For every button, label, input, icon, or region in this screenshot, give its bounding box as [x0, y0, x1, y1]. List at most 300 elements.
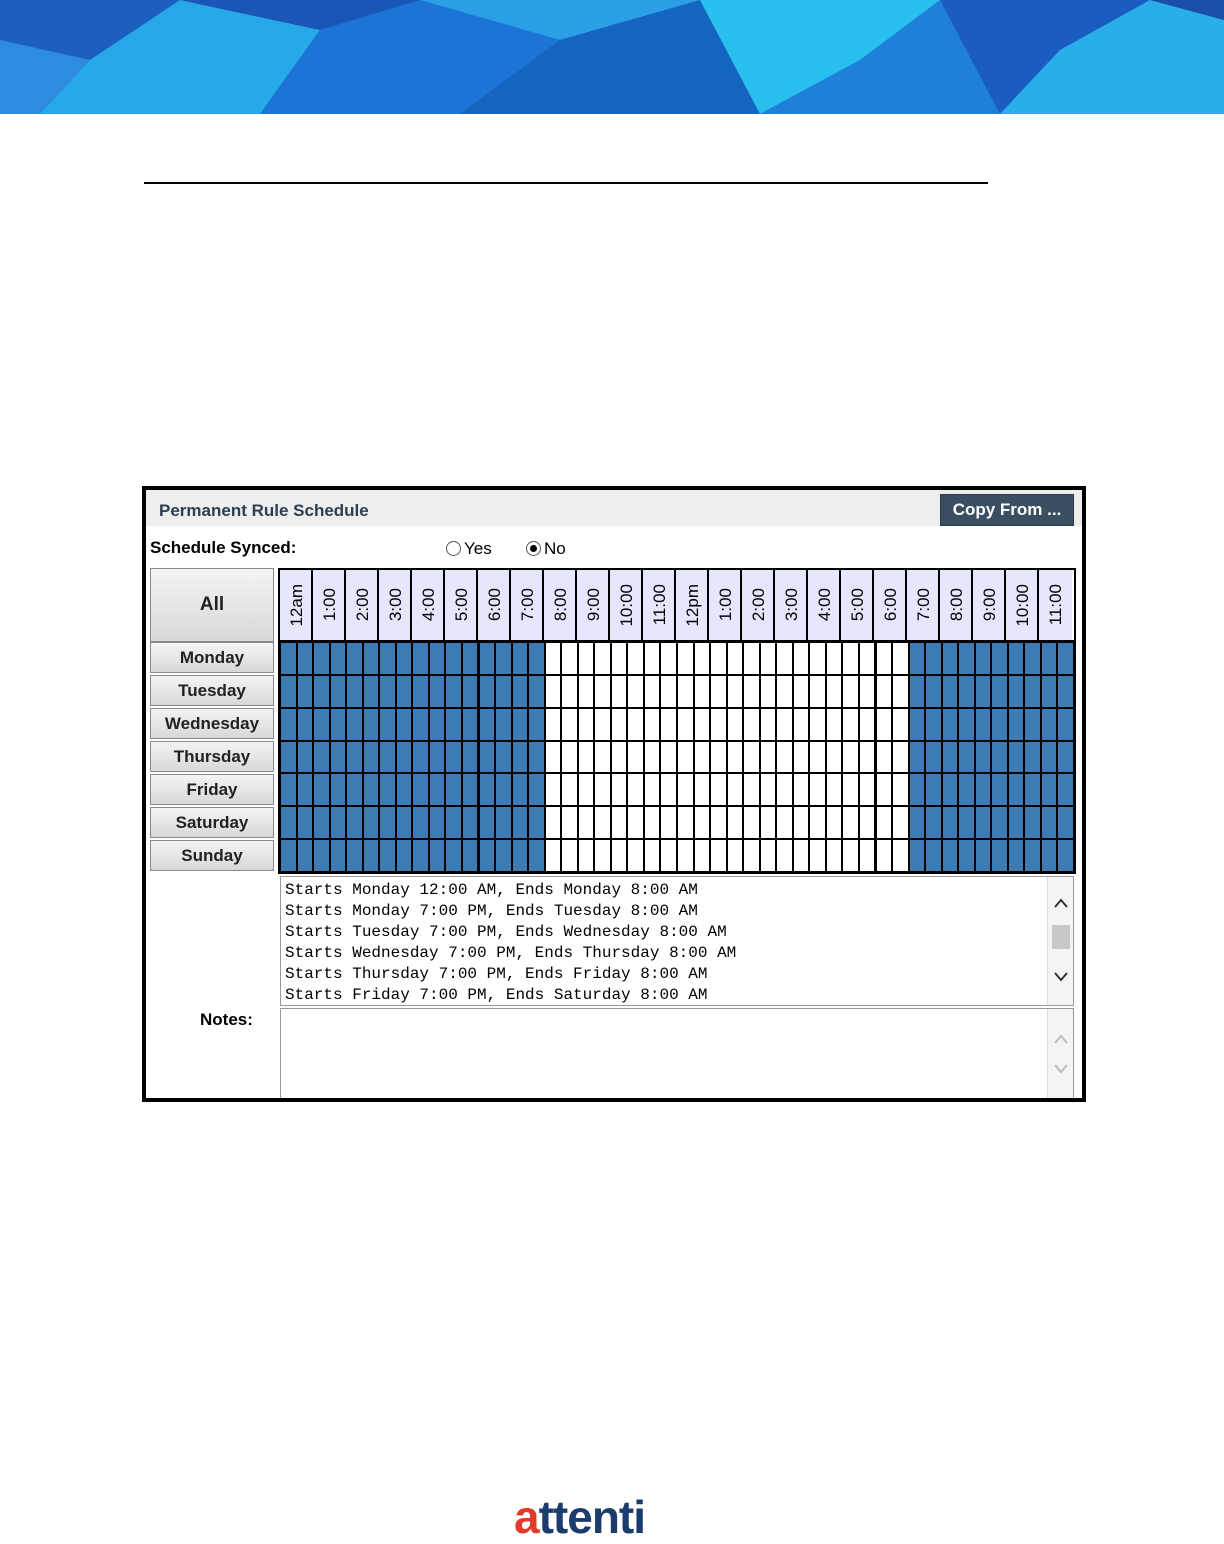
- schedule-slot[interactable]: [910, 742, 925, 773]
- schedule-slot[interactable]: [480, 807, 495, 838]
- select-all-button[interactable]: All: [150, 568, 274, 642]
- schedule-slot[interactable]: [446, 840, 461, 871]
- schedule-slot[interactable]: [430, 742, 445, 773]
- schedule-slot[interactable]: [827, 709, 842, 740]
- schedule-slot[interactable]: [645, 643, 660, 674]
- schedule-slot[interactable]: [579, 807, 594, 838]
- hour-header-cell[interactable]: [445, 570, 478, 640]
- schedule-slot[interactable]: [347, 643, 362, 674]
- schedule-slot[interactable]: [496, 643, 511, 674]
- schedule-slot[interactable]: [314, 774, 329, 805]
- schedule-slot[interactable]: [728, 643, 743, 674]
- schedule-slot[interactable]: [777, 807, 792, 838]
- schedule-slot[interactable]: [777, 676, 792, 707]
- schedule-slot[interactable]: [612, 840, 627, 871]
- synced-no-radio[interactable]: [526, 539, 566, 559]
- schedule-slot[interactable]: [843, 709, 858, 740]
- hour-header-cell[interactable]: [544, 570, 577, 640]
- schedule-slot[interactable]: [397, 643, 412, 674]
- scroll-down-icon[interactable]: [1052, 1061, 1070, 1077]
- schedule-slot[interactable]: [380, 676, 395, 707]
- schedule-slot[interactable]: [281, 643, 296, 674]
- schedule-slot[interactable]: [678, 676, 693, 707]
- schedule-slot[interactable]: [893, 676, 908, 707]
- schedule-slot[interactable]: [463, 709, 478, 740]
- schedule-slot[interactable]: [397, 774, 412, 805]
- schedule-slot[interactable]: [794, 742, 809, 773]
- copy-from-button[interactable]: Copy From ...: [940, 494, 1074, 526]
- schedule-slot[interactable]: [1009, 709, 1024, 740]
- schedule-slot[interactable]: [678, 774, 693, 805]
- schedule-slot[interactable]: [298, 709, 313, 740]
- schedule-slot[interactable]: [347, 676, 362, 707]
- schedule-slot[interactable]: [562, 643, 577, 674]
- schedule-slot[interactable]: [595, 709, 610, 740]
- synced-yes-radio[interactable]: [446, 539, 492, 559]
- schedule-slot[interactable]: [380, 742, 395, 773]
- schedule-slot[interactable]: [380, 643, 395, 674]
- schedule-slot[interactable]: [413, 676, 428, 707]
- schedule-slot[interactable]: [529, 807, 544, 838]
- schedule-slot[interactable]: [595, 840, 610, 871]
- schedule-slot[interactable]: [1025, 643, 1040, 674]
- schedule-slot[interactable]: [827, 742, 842, 773]
- schedule-slot[interactable]: [496, 840, 511, 871]
- schedule-slot[interactable]: [430, 840, 445, 871]
- schedule-slot[interactable]: [579, 742, 594, 773]
- schedule-slot[interactable]: [347, 807, 362, 838]
- schedule-slot[interactable]: [562, 840, 577, 871]
- schedule-slot[interactable]: [843, 774, 858, 805]
- schedule-slot[interactable]: [943, 709, 958, 740]
- schedule-slot[interactable]: [628, 774, 643, 805]
- schedule-slot[interactable]: [877, 840, 892, 871]
- schedule-slot[interactable]: [794, 840, 809, 871]
- schedule-slot[interactable]: [628, 709, 643, 740]
- schedule-slot[interactable]: [926, 807, 941, 838]
- schedule-slot[interactable]: [1025, 709, 1040, 740]
- schedule-slot[interactable]: [843, 676, 858, 707]
- schedule-slot[interactable]: [513, 709, 528, 740]
- schedule-slot[interactable]: [546, 742, 561, 773]
- schedule-slot[interactable]: [314, 709, 329, 740]
- schedule-slot[interactable]: [877, 643, 892, 674]
- schedule-slot[interactable]: [380, 840, 395, 871]
- schedule-slot[interactable]: [645, 774, 660, 805]
- schedule-slot[interactable]: [364, 807, 379, 838]
- schedule-slot[interactable]: [612, 676, 627, 707]
- schedule-slot[interactable]: [1025, 676, 1040, 707]
- schedule-slot[interactable]: [661, 774, 676, 805]
- schedule-slot[interactable]: [281, 807, 296, 838]
- schedule-slot[interactable]: [728, 676, 743, 707]
- hour-header-cell[interactable]: [742, 570, 775, 640]
- day-button-sunday[interactable]: Sunday: [150, 840, 274, 871]
- schedule-slot[interactable]: [843, 742, 858, 773]
- schedule-slot[interactable]: [794, 709, 809, 740]
- schedule-slot[interactable]: [943, 840, 958, 871]
- schedule-slot[interactable]: [959, 643, 974, 674]
- schedule-slot[interactable]: [711, 709, 726, 740]
- schedule-slot[interactable]: [728, 807, 743, 838]
- schedule-slot[interactable]: [728, 709, 743, 740]
- day-button-friday[interactable]: Friday: [150, 774, 274, 805]
- schedule-slot[interactable]: [943, 643, 958, 674]
- schedule-slot[interactable]: [695, 742, 710, 773]
- schedule-slot[interactable]: [1058, 774, 1073, 805]
- schedule-slot[interactable]: [645, 676, 660, 707]
- schedule-slot[interactable]: [496, 774, 511, 805]
- schedule-slot[interactable]: [711, 807, 726, 838]
- schedule-slot[interactable]: [661, 807, 676, 838]
- schedule-slot[interactable]: [595, 643, 610, 674]
- schedule-slot[interactable]: [992, 774, 1007, 805]
- schedule-slot[interactable]: [1058, 807, 1073, 838]
- schedule-slot[interactable]: [612, 742, 627, 773]
- schedule-slot[interactable]: [661, 709, 676, 740]
- schedule-slot[interactable]: [430, 643, 445, 674]
- schedule-slot[interactable]: [794, 807, 809, 838]
- schedule-slot[interactable]: [347, 774, 362, 805]
- schedule-slot[interactable]: [397, 676, 412, 707]
- schedule-slot[interactable]: [298, 807, 313, 838]
- hour-header-cell[interactable]: [676, 570, 709, 640]
- schedule-slot[interactable]: [711, 676, 726, 707]
- schedule-slot[interactable]: [595, 807, 610, 838]
- schedule-slot[interactable]: [976, 709, 991, 740]
- schedule-slot[interactable]: [314, 676, 329, 707]
- schedule-slot[interactable]: [761, 807, 776, 838]
- notes-scrollbar[interactable]: [1047, 1009, 1073, 1101]
- schedule-slot[interactable]: [678, 643, 693, 674]
- schedule-slot[interactable]: [695, 676, 710, 707]
- hour-header-cell[interactable]: [280, 570, 313, 640]
- hour-header-cell[interactable]: [1039, 570, 1072, 640]
- schedule-slot[interactable]: [430, 676, 445, 707]
- schedule-slot[interactable]: [777, 643, 792, 674]
- schedule-slot[interactable]: [562, 774, 577, 805]
- schedule-slot[interactable]: [1009, 742, 1024, 773]
- schedule-slot[interactable]: [959, 709, 974, 740]
- schedule-slot[interactable]: [413, 643, 428, 674]
- schedule-slot[interactable]: [364, 643, 379, 674]
- schedule-slot[interactable]: [761, 742, 776, 773]
- schedule-slot[interactable]: [661, 676, 676, 707]
- schedule-slot[interactable]: [810, 676, 825, 707]
- schedule-slot[interactable]: [546, 676, 561, 707]
- schedule-slot[interactable]: [777, 709, 792, 740]
- schedule-slot[interactable]: [744, 742, 759, 773]
- schedule-slot[interactable]: [380, 807, 395, 838]
- schedule-slot[interactable]: [943, 742, 958, 773]
- schedule-slot[interactable]: [711, 643, 726, 674]
- schedule-slot[interactable]: [546, 774, 561, 805]
- hour-header-cell[interactable]: [643, 570, 676, 640]
- schedule-slot[interactable]: [877, 807, 892, 838]
- schedule-slot[interactable]: [827, 774, 842, 805]
- hour-header-cell[interactable]: [775, 570, 808, 640]
- schedule-slot[interactable]: [380, 774, 395, 805]
- scrollbar-thumb[interactable]: [1052, 925, 1070, 949]
- schedule-slot[interactable]: [926, 840, 941, 871]
- schedule-slot[interactable]: [480, 643, 495, 674]
- schedule-slot[interactable]: [976, 774, 991, 805]
- schedule-slot[interactable]: [711, 840, 726, 871]
- schedule-slot[interactable]: [645, 709, 660, 740]
- schedule-slot[interactable]: [744, 676, 759, 707]
- schedule-slot[interactable]: [347, 709, 362, 740]
- schedule-slot[interactable]: [347, 840, 362, 871]
- hour-header-cell[interactable]: [577, 570, 610, 640]
- schedule-slot[interactable]: [678, 840, 693, 871]
- scroll-up-icon[interactable]: [1052, 895, 1070, 911]
- schedule-slot[interactable]: [496, 709, 511, 740]
- schedule-slot[interactable]: [827, 643, 842, 674]
- schedule-slot[interactable]: [893, 807, 908, 838]
- schedule-slot[interactable]: [562, 709, 577, 740]
- schedule-slot[interactable]: [1058, 840, 1073, 871]
- schedule-slot[interactable]: [744, 807, 759, 838]
- schedule-slot[interactable]: [761, 709, 776, 740]
- schedule-slot[interactable]: [744, 709, 759, 740]
- schedule-slot[interactable]: [777, 742, 792, 773]
- schedule-slot[interactable]: [314, 742, 329, 773]
- schedule-slot[interactable]: [1058, 709, 1073, 740]
- schedule-slot[interactable]: [579, 774, 594, 805]
- schedule-slot[interactable]: [926, 709, 941, 740]
- schedule-slot[interactable]: [446, 807, 461, 838]
- hour-header-cell[interactable]: [907, 570, 940, 640]
- schedule-slot[interactable]: [860, 807, 875, 838]
- hour-header-cell[interactable]: [478, 570, 511, 640]
- schedule-slot[interactable]: [331, 742, 346, 773]
- schedule-slot[interactable]: [976, 742, 991, 773]
- schedule-slot[interactable]: [1009, 774, 1024, 805]
- schedule-slot[interactable]: [331, 807, 346, 838]
- schedule-slot[interactable]: [513, 676, 528, 707]
- schedule-slot[interactable]: [810, 774, 825, 805]
- summary-scrollbar[interactable]: [1047, 877, 1073, 1005]
- schedule-slot[interactable]: [331, 676, 346, 707]
- schedule-slot[interactable]: [1025, 807, 1040, 838]
- schedule-slot[interactable]: [695, 807, 710, 838]
- schedule-slot[interactable]: [661, 742, 676, 773]
- schedule-slot[interactable]: [413, 840, 428, 871]
- schedule-slot[interactable]: [860, 709, 875, 740]
- schedule-slot[interactable]: [678, 742, 693, 773]
- schedule-slot[interactable]: [910, 840, 925, 871]
- schedule-slot[interactable]: [761, 774, 776, 805]
- schedule-slot[interactable]: [413, 774, 428, 805]
- schedule-slot[interactable]: [1009, 840, 1024, 871]
- schedule-slot[interactable]: [298, 676, 313, 707]
- schedule-slot[interactable]: [579, 709, 594, 740]
- schedule-slot[interactable]: [926, 742, 941, 773]
- schedule-slot[interactable]: [1042, 742, 1057, 773]
- schedule-slot[interactable]: [546, 840, 561, 871]
- schedule-slot[interactable]: [827, 807, 842, 838]
- hour-header-cell[interactable]: [511, 570, 544, 640]
- schedule-slot[interactable]: [579, 840, 594, 871]
- schedule-slot[interactable]: [281, 676, 296, 707]
- schedule-slot[interactable]: [463, 676, 478, 707]
- schedule-slot[interactable]: [579, 676, 594, 707]
- schedule-slot[interactable]: [298, 742, 313, 773]
- schedule-slot[interactable]: [1009, 676, 1024, 707]
- schedule-slot[interactable]: [380, 709, 395, 740]
- hour-header-cell[interactable]: [808, 570, 841, 640]
- schedule-slot[interactable]: [943, 807, 958, 838]
- schedule-slot[interactable]: [430, 807, 445, 838]
- schedule-slot[interactable]: [413, 742, 428, 773]
- schedule-slot[interactable]: [397, 709, 412, 740]
- schedule-slot[interactable]: [843, 807, 858, 838]
- schedule-slot[interactable]: [513, 643, 528, 674]
- schedule-slot[interactable]: [893, 774, 908, 805]
- schedule-slot[interactable]: [281, 774, 296, 805]
- schedule-slot[interactable]: [496, 742, 511, 773]
- schedule-slot[interactable]: [959, 840, 974, 871]
- schedule-slot[interactable]: [463, 807, 478, 838]
- schedule-slot[interactable]: [446, 742, 461, 773]
- schedule-slot[interactable]: [645, 807, 660, 838]
- schedule-slot[interactable]: [976, 807, 991, 838]
- schedule-slot[interactable]: [744, 643, 759, 674]
- schedule-slot[interactable]: [496, 676, 511, 707]
- schedule-slot[interactable]: [496, 807, 511, 838]
- schedule-slot[interactable]: [860, 774, 875, 805]
- schedule-slot[interactable]: [281, 742, 296, 773]
- schedule-slot[interactable]: [810, 742, 825, 773]
- hour-header-cell[interactable]: [313, 570, 346, 640]
- hour-header-cell[interactable]: [940, 570, 973, 640]
- schedule-slot[interactable]: [661, 643, 676, 674]
- schedule-slot[interactable]: [1042, 676, 1057, 707]
- hour-header-cell[interactable]: [841, 570, 874, 640]
- schedule-slot[interactable]: [446, 774, 461, 805]
- hour-header-cell[interactable]: [346, 570, 379, 640]
- schedule-slot[interactable]: [612, 643, 627, 674]
- schedule-slot[interactable]: [959, 807, 974, 838]
- schedule-slot[interactable]: [562, 676, 577, 707]
- schedule-slot[interactable]: [1009, 807, 1024, 838]
- schedule-slot[interactable]: [810, 709, 825, 740]
- schedule-slot[interactable]: [480, 840, 495, 871]
- schedule-slot[interactable]: [331, 709, 346, 740]
- schedule-slot[interactable]: [1009, 643, 1024, 674]
- day-button-wednesday[interactable]: Wednesday: [150, 708, 274, 739]
- schedule-slot[interactable]: [281, 840, 296, 871]
- schedule-slot[interactable]: [364, 742, 379, 773]
- schedule-slot[interactable]: [695, 774, 710, 805]
- schedule-slot[interactable]: [529, 643, 544, 674]
- schedule-slot[interactable]: [397, 742, 412, 773]
- schedule-slot[interactable]: [1058, 742, 1073, 773]
- schedule-slot[interactable]: [728, 774, 743, 805]
- schedule-slot[interactable]: [463, 643, 478, 674]
- day-button-thursday[interactable]: Thursday: [150, 741, 274, 772]
- schedule-slot[interactable]: [877, 676, 892, 707]
- schedule-slot[interactable]: [562, 807, 577, 838]
- schedule-slot[interactable]: [513, 742, 528, 773]
- schedule-slot[interactable]: [728, 742, 743, 773]
- schedule-slot[interactable]: [331, 840, 346, 871]
- schedule-slot[interactable]: [1042, 709, 1057, 740]
- schedule-slot[interactable]: [298, 840, 313, 871]
- schedule-slot[interactable]: [628, 807, 643, 838]
- schedule-slot[interactable]: [612, 807, 627, 838]
- schedule-slot[interactable]: [877, 774, 892, 805]
- schedule-slot[interactable]: [761, 676, 776, 707]
- schedule-slot[interactable]: [628, 840, 643, 871]
- schedule-slot[interactable]: [480, 676, 495, 707]
- schedule-slot[interactable]: [529, 742, 544, 773]
- schedule-slot[interactable]: [331, 774, 346, 805]
- schedule-slot[interactable]: [1042, 840, 1057, 871]
- schedule-slot[interactable]: [777, 840, 792, 871]
- schedule-slot[interactable]: [695, 643, 710, 674]
- schedule-slot[interactable]: [364, 709, 379, 740]
- schedule-slot[interactable]: [860, 676, 875, 707]
- schedule-slot[interactable]: [843, 643, 858, 674]
- schedule-slot[interactable]: [810, 643, 825, 674]
- schedule-slot[interactable]: [595, 774, 610, 805]
- schedule-slot[interactable]: [976, 676, 991, 707]
- schedule-slot[interactable]: [1025, 742, 1040, 773]
- schedule-slot[interactable]: [976, 643, 991, 674]
- schedule-slot[interactable]: [910, 774, 925, 805]
- schedule-slot[interactable]: [529, 709, 544, 740]
- schedule-slot[interactable]: [446, 709, 461, 740]
- schedule-slot[interactable]: [645, 840, 660, 871]
- schedule-slot[interactable]: [877, 709, 892, 740]
- schedule-slot[interactable]: [959, 676, 974, 707]
- schedule-slot[interactable]: [562, 742, 577, 773]
- schedule-slot[interactable]: [314, 643, 329, 674]
- schedule-slot[interactable]: [926, 676, 941, 707]
- schedule-slot[interactable]: [992, 807, 1007, 838]
- schedule-slot[interactable]: [480, 774, 495, 805]
- schedule-slot[interactable]: [298, 643, 313, 674]
- schedule-slot[interactable]: [695, 709, 710, 740]
- schedule-slot[interactable]: [364, 774, 379, 805]
- schedule-slot[interactable]: [463, 840, 478, 871]
- hour-header-cell[interactable]: [1006, 570, 1039, 640]
- schedule-slot[interactable]: [364, 840, 379, 871]
- schedule-slot[interactable]: [860, 840, 875, 871]
- schedule-slot[interactable]: [314, 840, 329, 871]
- hour-header-cell[interactable]: [610, 570, 643, 640]
- schedule-slot[interactable]: [446, 676, 461, 707]
- hour-header-cell[interactable]: [709, 570, 742, 640]
- schedule-slot[interactable]: [513, 840, 528, 871]
- schedule-slot[interactable]: [298, 774, 313, 805]
- schedule-slot[interactable]: [480, 742, 495, 773]
- schedule-slot[interactable]: [347, 742, 362, 773]
- schedule-slot[interactable]: [546, 643, 561, 674]
- scroll-up-icon[interactable]: [1052, 1031, 1070, 1047]
- schedule-slot[interactable]: [1025, 840, 1040, 871]
- schedule-slot[interactable]: [893, 643, 908, 674]
- schedule-slot[interactable]: [446, 643, 461, 674]
- schedule-slot[interactable]: [711, 774, 726, 805]
- schedule-slot[interactable]: [463, 774, 478, 805]
- schedule-slot[interactable]: [992, 709, 1007, 740]
- schedule-slot[interactable]: [943, 676, 958, 707]
- schedule-slot[interactable]: [893, 840, 908, 871]
- schedule-slot[interactable]: [645, 742, 660, 773]
- day-button-tuesday[interactable]: Tuesday: [150, 675, 274, 706]
